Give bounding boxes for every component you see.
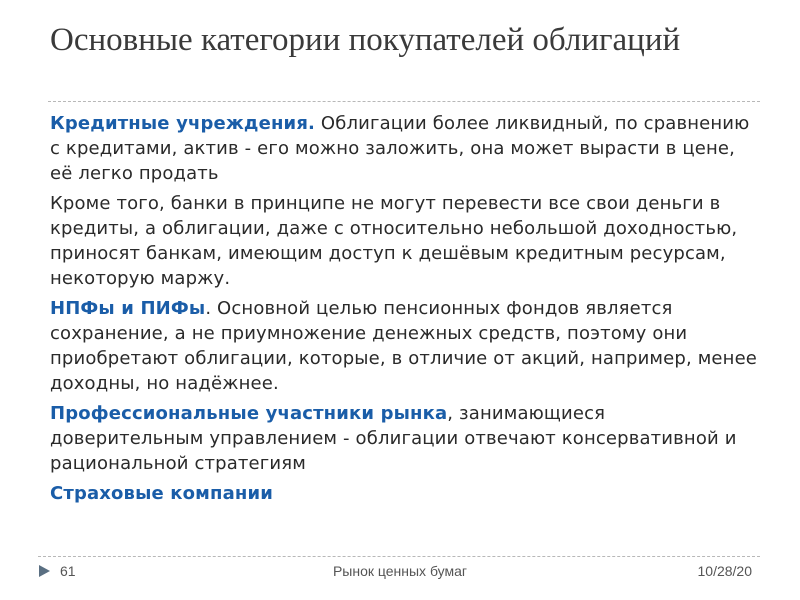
paragraph-lead: Страховые компании	[50, 483, 274, 504]
paragraph-lead: Кредитные учреждения.	[50, 113, 316, 134]
paragraph-pension-funds	[50, 296, 760, 396]
paragraph-credit-institutions	[50, 111, 760, 186]
paragraph-text: . Основной целью пенсионных фондов является сохранение, а не приумножение денежных средств, поэтому они приобретают облигации, которые, в отличие от акций, например, менее доходны, но надёжнее.	[50, 298, 758, 394]
paragraph-text: Кроме того, банки в принципе не могут перевести все свои деньги в кредиты, а облигации, даже с относительно небольшой доходностью, приносят банкам, имеющим доступ к дешёвым кредитным ресурсам, некоторую маржу.	[50, 193, 738, 289]
slide-content	[50, 111, 760, 511]
paragraph-lead: НПФы и ПИФы	[50, 298, 206, 319]
paragraph-text: , занимающиеся доверительным управлением - облигации отвечают консервативной и рациональной стратегиям	[50, 403, 737, 474]
footer-title: Рынок ценных бумаг	[332, 563, 468, 579]
title-divider	[48, 101, 760, 102]
paragraph-lead: Профессиональные участники рынка	[50, 403, 448, 424]
paragraph-professional-participants	[50, 401, 760, 476]
paragraph-banks-margin	[50, 191, 760, 291]
slide-footer	[0, 562, 800, 584]
slide-number: 61	[60, 563, 76, 579]
footer-date: 10/28/20	[697, 563, 752, 579]
footer-divider	[38, 556, 760, 557]
paragraph-text: Облигации более ликвидный, по сравнению с кредитами, актив - его можно заложить, она может вырасти в цене, её легко продать	[50, 113, 750, 184]
paragraph-insurance-companies	[50, 481, 760, 506]
slide-title: Основные категории покупателей облигаций	[50, 22, 681, 58]
